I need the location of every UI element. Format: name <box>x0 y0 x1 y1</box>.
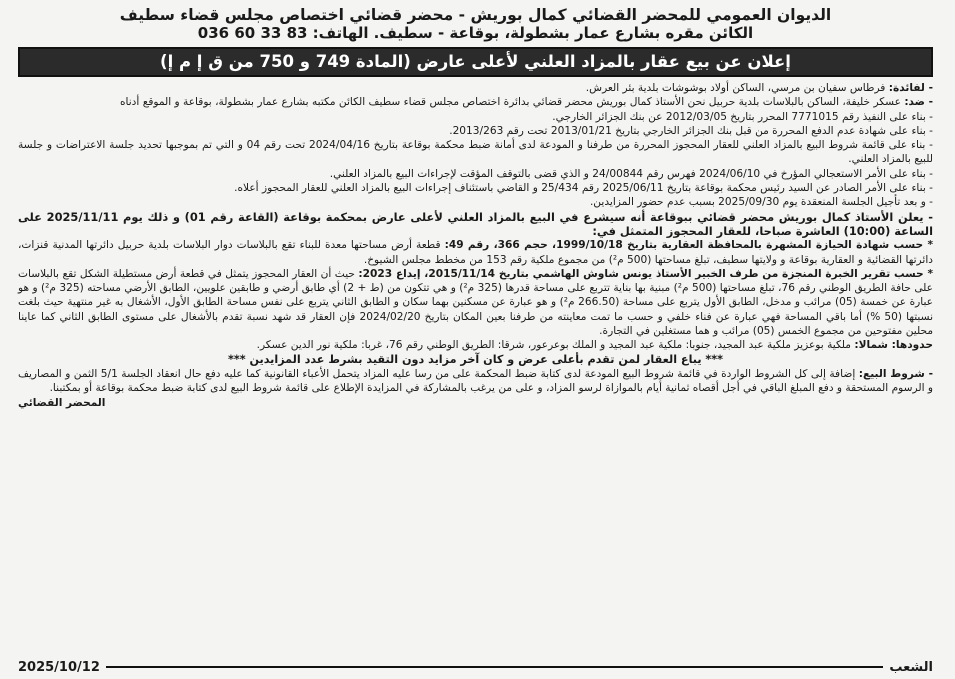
property-possession-cert <box>18 238 933 267</box>
sale-announcement: - يعلن الأستاذ كمال بوريش محضر قضائي ببوقاعة أنه سيشرع في البيع بالمزاد العلني لأعلى عارض بمحكمة بوقاعة (القاعة رقم 01) و ذلك يوم 2025/11/11 على الساعة (10:00) العاشرة صباحا، للعقار المحجوز المتمثل في: <box>18 209 933 238</box>
highest-bid-note: *** يباع العقار لمن تقدم بأعلى عرض و كان آخر مزايد دون التقيد بشرط عدد المزايدين *** <box>228 352 723 366</box>
paragraph-conditions-list: - بناء على قائمة شروط البيع بالمزاد العلني للعقار المحجوز المحررة من طرفنا و المودعة لدى أمانة ضبط محكمة بوقاعة بتاريخ 2024/04/16 تحت رقم 04 و التي تم بموجبها تحديد جلسة الاعتراضات و جلسة للبيع بالمزاد العلني. <box>18 139 933 166</box>
property-expert-report <box>18 267 933 338</box>
office-address-phone: الكائن مقره بشارع عمار بشطولة، بوقاعة - سطيف. الهاتف: 83 33 60 036 <box>197 24 754 42</box>
beneficiary-label: - لفائدة: <box>888 82 933 94</box>
boundaries-text: ملكية بوعزيز ملكية عبد المجيد، جنوبا: ملكية عبد المجيد و الملك بوعرعور، شرقا: الطريق الوطني رقم 76، غربا: ملكية نور الدين عسكر. <box>256 339 855 352</box>
bailiff-signature: المحضر القضائي <box>18 396 106 409</box>
against-text: عسكر خليفة، الساكن بالبلاسات بلدية حربيل نحن الأستاذ كمال بوريش محضر قضائي بدائرة اختصاص مجلس قضاء سطيف الكائن مكتبه بشارع عمار بشطولة، بوقاعة و الموقع أدناه <box>119 96 905 109</box>
property-boundaries <box>18 338 933 352</box>
beneficiary-text: فرطاس سفيان بن مرسي، الساكن أولاد بوشوشات بلدية بئر العرش. <box>585 82 889 94</box>
sale-conditions-text: إضافة إلى كل الشروط الواردة في قائمة شروط البيع المودعة لدى كتابة ضبط المحكمة على من رسا عليه المزاد يتحمل الأعباء القانونية كما عليه دفع حال انعقاد الجلسة 5/1 الثمن و المصاريف و الرسوم المستحقة و دفع المبلغ الباقي في أجل أقصاه ثمانية أيام بالموازاة لرسو المزاد، و على من يرغب بالمشاركة في المزايدة الإطلاع على قائمة شروط البيع لدى كتابة ضبط محكمة بوقاعة أو بمكتبنا. <box>18 367 933 395</box>
paragraph-nonpayment: - بناء على شهادة عدم الدفع المحررة من قبل بنك الجزائر الخارجي بتاريخ 2013/01/21 تحت رقم 2013/263. <box>449 124 933 137</box>
newspaper-name: الشعب <box>889 659 933 675</box>
possession-cert-text: قطعة أرض مساحتها معدة للبناء تقع بالبلاسات دوار البلاسات بلدية حربيل دائرتها المدنية قنزات، دائرتها القضائية و العقارية بوقاعة و ولايتها سطيف، تبلغ مساحتها (500 م²) من مجموع ملكية رقم 153 من مخطط مجلس الشيوخ. <box>18 239 933 266</box>
publication-date: 2025/10/12 <box>18 659 100 675</box>
footer-rule <box>106 666 883 668</box>
paragraph-resumption-order: - بناء على الأمر الصادر عن السيد رئيس محكمة بوقاعة بتاريخ 2025/06/11 رقم 25/434 و القاضي باستئناف إجراءات البيع بالمزاد العلني للعقار المحجوز أعلاه. <box>234 182 933 195</box>
expert-report-label: * حسب تقرير الخبرة المنجزة من طرف الخبير الأستاذ يونس شاوش الهاشمي بتاريخ 2015/11/14، إيداع 2023: <box>358 267 933 280</box>
publication-footer <box>18 659 933 675</box>
office-header-line: الديوان العمومي للمحضر القضائي كمال بوريش - محضر قضائي اختصاص مجلس قضاء سطيف <box>119 6 832 24</box>
against-label: - ضد: <box>904 96 933 109</box>
expert-report-text: حيث أن العقار المحجوز يتمثل في قطعة أرض مستطيلة الشكل تقع بالبلاسات على حافة الطريق الوطني رقم 76، تبلغ مساحتها (500 م²) مبنية بها بناية تتربع على مساحة قدرها (325 م²) و هي تتكون من (ط + 2) أي طابق أرضي و طابقين علويين، الطابق الأرضي مساحته (325 م²) و هو عبارة عن خمسة (05) مرائب و مدخل، الطابق الأول يتربع على مساحة (266.50 م²) و هو عبارة عن مسكنين بهما سكان و الطابق الثاني يتربع على نفس مساحة الطابق الأول، الأشغال به غير منتهية حيث بلغت نسبتها (50 %) أما باقي المساحة فهي عبارة عن فناء خلفي و حسب ما تمت معاينته من طرفنا بعين المكان بتاريخ 2024/02/20 فإن العقار قد شهد نسبة تقدم بالأشغال على مستوى الطابق الثاني كما عاينا محلين مفتوحين من مجموع الخمس (05) مرائب و هما مستغلين في التجارة. <box>18 267 934 338</box>
paragraph-against <box>18 95 933 109</box>
sale-conditions-label: - شروط البيع: <box>858 367 933 380</box>
possession-cert-label: * حسب شهادة الحيازة المشهرة بالمحافظة العقارية بتاريخ 1999/10/18، حجم 366، رقم 49: <box>444 239 934 252</box>
paragraph-suspension-order: - بناء على الأمر الاستعجالي المؤرخ في 2024/06/10 فهرس رقم 24/00844 و الذي قضى بالتوقف المؤقت لإجراءات البيع بالمزاد العلني. <box>329 167 933 180</box>
paragraph-writ: - بناء على النفيذ رقم 7771015 المحرر بتاريخ 2012/03/05 عن بنك الجزائر الخارجي. <box>552 110 933 123</box>
paragraph-beneficiary <box>18 81 933 95</box>
sale-conditions <box>18 367 933 396</box>
notice-title-banner: إعلان عن بيع عقار بالمزاد العلني لأعلى عارض (المادة 749 و 750 من ق إ م إ) <box>18 47 933 77</box>
notice-body <box>18 81 933 410</box>
boundaries-label: حدودها: شمالا: <box>854 339 933 352</box>
paragraph-postponement: - و بعد تأجيل الجلسة المنعقدة يوم 2025/09/30 بسبب عدم حضور المزايدين. <box>589 196 933 209</box>
